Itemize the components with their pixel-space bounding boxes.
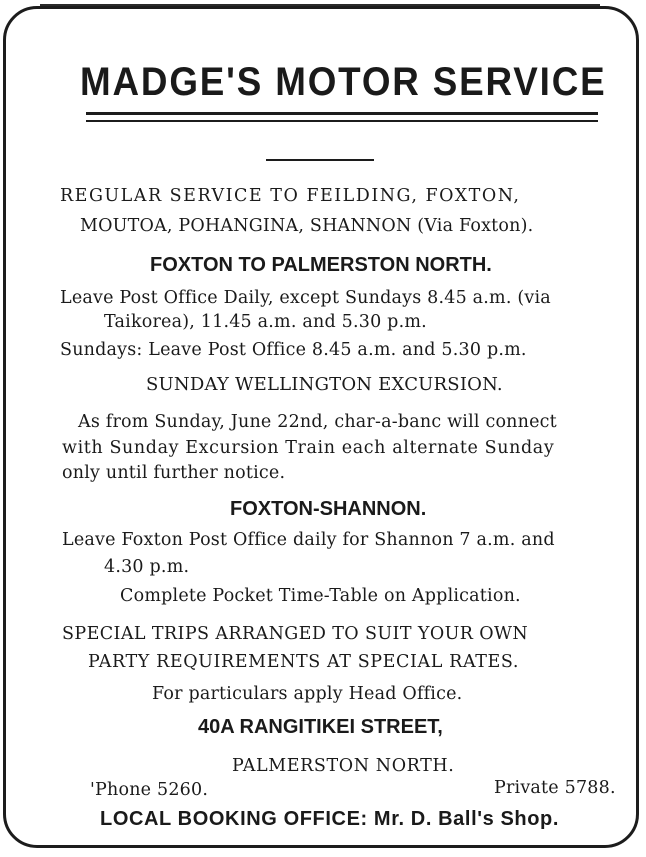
sunday-excursion-line-2: with Sunday Excursion Train each alternate Sunday (62, 438, 555, 458)
section-heading-foxton-palmerston: FOXTON TO PALMERSTON NORTH. (150, 254, 492, 276)
special-trips-line-2: PARTY REQUIREMENTS AT SPECIAL RATES. (88, 652, 520, 672)
foxton-palmerston-line-2: Taikorea), 11.45 a.m. and 5.30 p.m. (104, 312, 427, 332)
title-rule-thin (86, 120, 598, 122)
sunday-excursion-line-3: only until further notice. (62, 463, 286, 483)
foxton-palmerston-line-3: Sundays: Leave Post Office 8.45 a.m. and 5.30 p.m. (60, 340, 527, 360)
phone-number: 'Phone 5260. (90, 780, 209, 800)
local-booking-office: LOCAL BOOKING OFFICE: Mr. D. Ball's Shop. (100, 808, 560, 830)
particulars-line: For particulars apply Head Office. (152, 684, 463, 704)
sunday-excursion-line-1: As from Sunday, June 22nd, char-a-banc will connect (78, 412, 557, 432)
private-phone-number: Private 5788. (494, 778, 616, 798)
address-town: PALMERSTON NORTH. (232, 756, 455, 776)
section-heading-sunday-excursion: SUNDAY WELLINGTON EXCURSION. (146, 374, 503, 395)
address-street: 40A RANGITIKEI STREET, (198, 716, 443, 738)
section-heading-foxton-shannon: FOXTON-SHANNON. (230, 498, 427, 520)
ad-title: MADGE'S MOTOR SERVICE (80, 60, 607, 104)
foxton-shannon-line-1: Leave Foxton Post Office daily for Shannon 7 a.m. and (62, 530, 555, 550)
foxton-palmerston-line-1: Leave Post Office Daily, except Sundays 8.45 a.m. (via (60, 288, 551, 308)
foxton-shannon-line-2: 4.30 p.m. (104, 557, 190, 577)
regular-service-line-2: MOUTOA, POHANGINA, SHANNON (Via Foxton). (80, 216, 534, 236)
timetable-line: Complete Pocket Time-Table on Application. (120, 586, 521, 606)
short-divider (266, 159, 374, 161)
title-rule-thick (86, 112, 598, 115)
regular-service-line-1: REGULAR SERVICE TO FEILDING, FOXTON, (60, 186, 521, 206)
special-trips-line-1: SPECIAL TRIPS ARRANGED TO SUIT YOUR OWN (62, 624, 529, 644)
